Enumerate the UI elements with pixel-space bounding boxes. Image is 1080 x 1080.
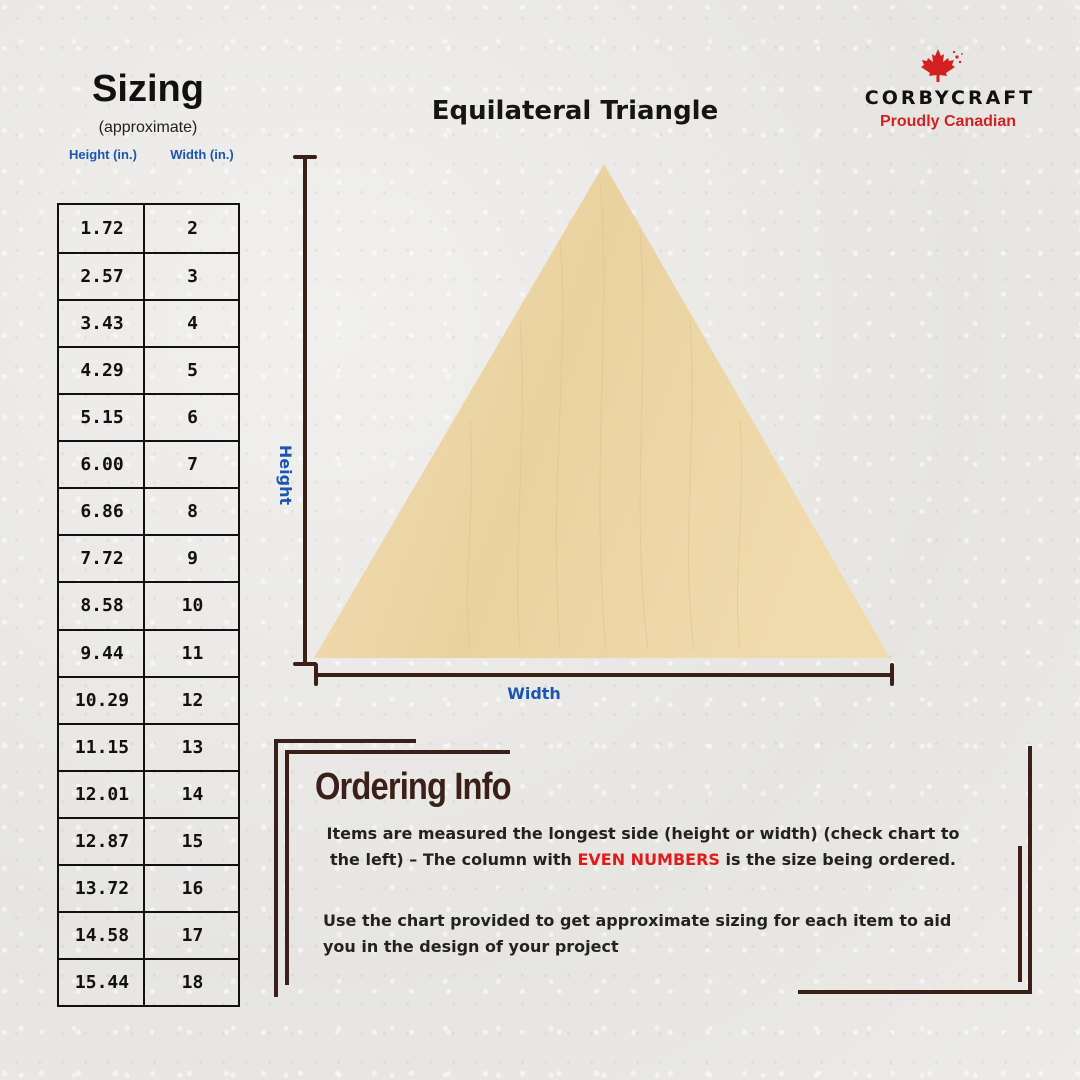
height-cell: 2.57 [80,266,124,288]
width-cell: 12 [181,689,204,711]
height-cell: 6.00 [80,454,124,476]
width-cell: 7 [187,454,198,476]
height-label: Height [276,444,296,506]
height-dimension-line [295,157,315,664]
height-cell: 12.01 [74,783,130,805]
sizing-title: Sizing [92,68,204,110]
height-cell: 11.15 [74,736,130,758]
width-cell: 4 [187,313,198,335]
height-cell: 1.72 [80,218,124,240]
height-cell: 8.58 [80,595,124,617]
width-cell: 18 [181,971,204,993]
width-cell: 10 [181,595,204,617]
width-column-header: Width (in.) [170,147,234,162]
ordering-p1-text-end: is the size being ordered. [719,850,956,869]
height-column-header: Height (in.) [69,147,137,162]
width-cell: 17 [181,924,204,946]
ordering-p1-text: Items are measured the longest side (height or width) (check chart to the left) – The column with [326,824,960,869]
width-cell: 14 [181,783,204,805]
brand-name: CORBYCRAFT [864,87,1036,109]
width-cell: 3 [187,266,198,288]
width-label: Width [507,684,561,703]
height-cell: 10.29 [74,689,130,711]
height-cell: 3.43 [80,313,124,335]
ordering-info-title: Ordering Info [315,766,511,808]
height-cell: 5.15 [80,407,124,429]
even-numbers-highlight: EVEN NUMBERS [577,850,720,869]
width-cell: 9 [187,548,198,570]
height-cell: 4.29 [80,360,124,382]
height-cell: 9.44 [80,642,124,664]
width-cell: 11 [181,642,204,664]
ordering-info-paragraph-1 [318,821,968,873]
brand-tagline: Proudly Canadian [879,113,1017,130]
width-cell: 13 [181,736,204,758]
height-cell: 15.44 [74,971,130,993]
width-dimension-line [316,665,892,684]
height-cell: 13.72 [74,877,130,899]
width-cell: 5 [187,360,198,382]
height-cell: 12.87 [74,830,130,852]
width-cell: 8 [187,501,198,523]
width-cell: 2 [187,218,198,240]
shape-title: Equilateral Triangle [431,96,719,126]
height-cell: 14.58 [74,924,130,946]
height-cell: 6.86 [80,501,124,523]
ordering-info-paragraph-2: Use the chart provided to get approximate sizing for each item to aid you in the design of your project [323,911,952,956]
width-cell: 6 [187,407,198,429]
height-cell: 7.72 [80,548,124,570]
width-cell: 16 [181,877,204,899]
sizing-subtitle: (approximate) [98,119,198,136]
width-cell: 15 [181,830,204,852]
